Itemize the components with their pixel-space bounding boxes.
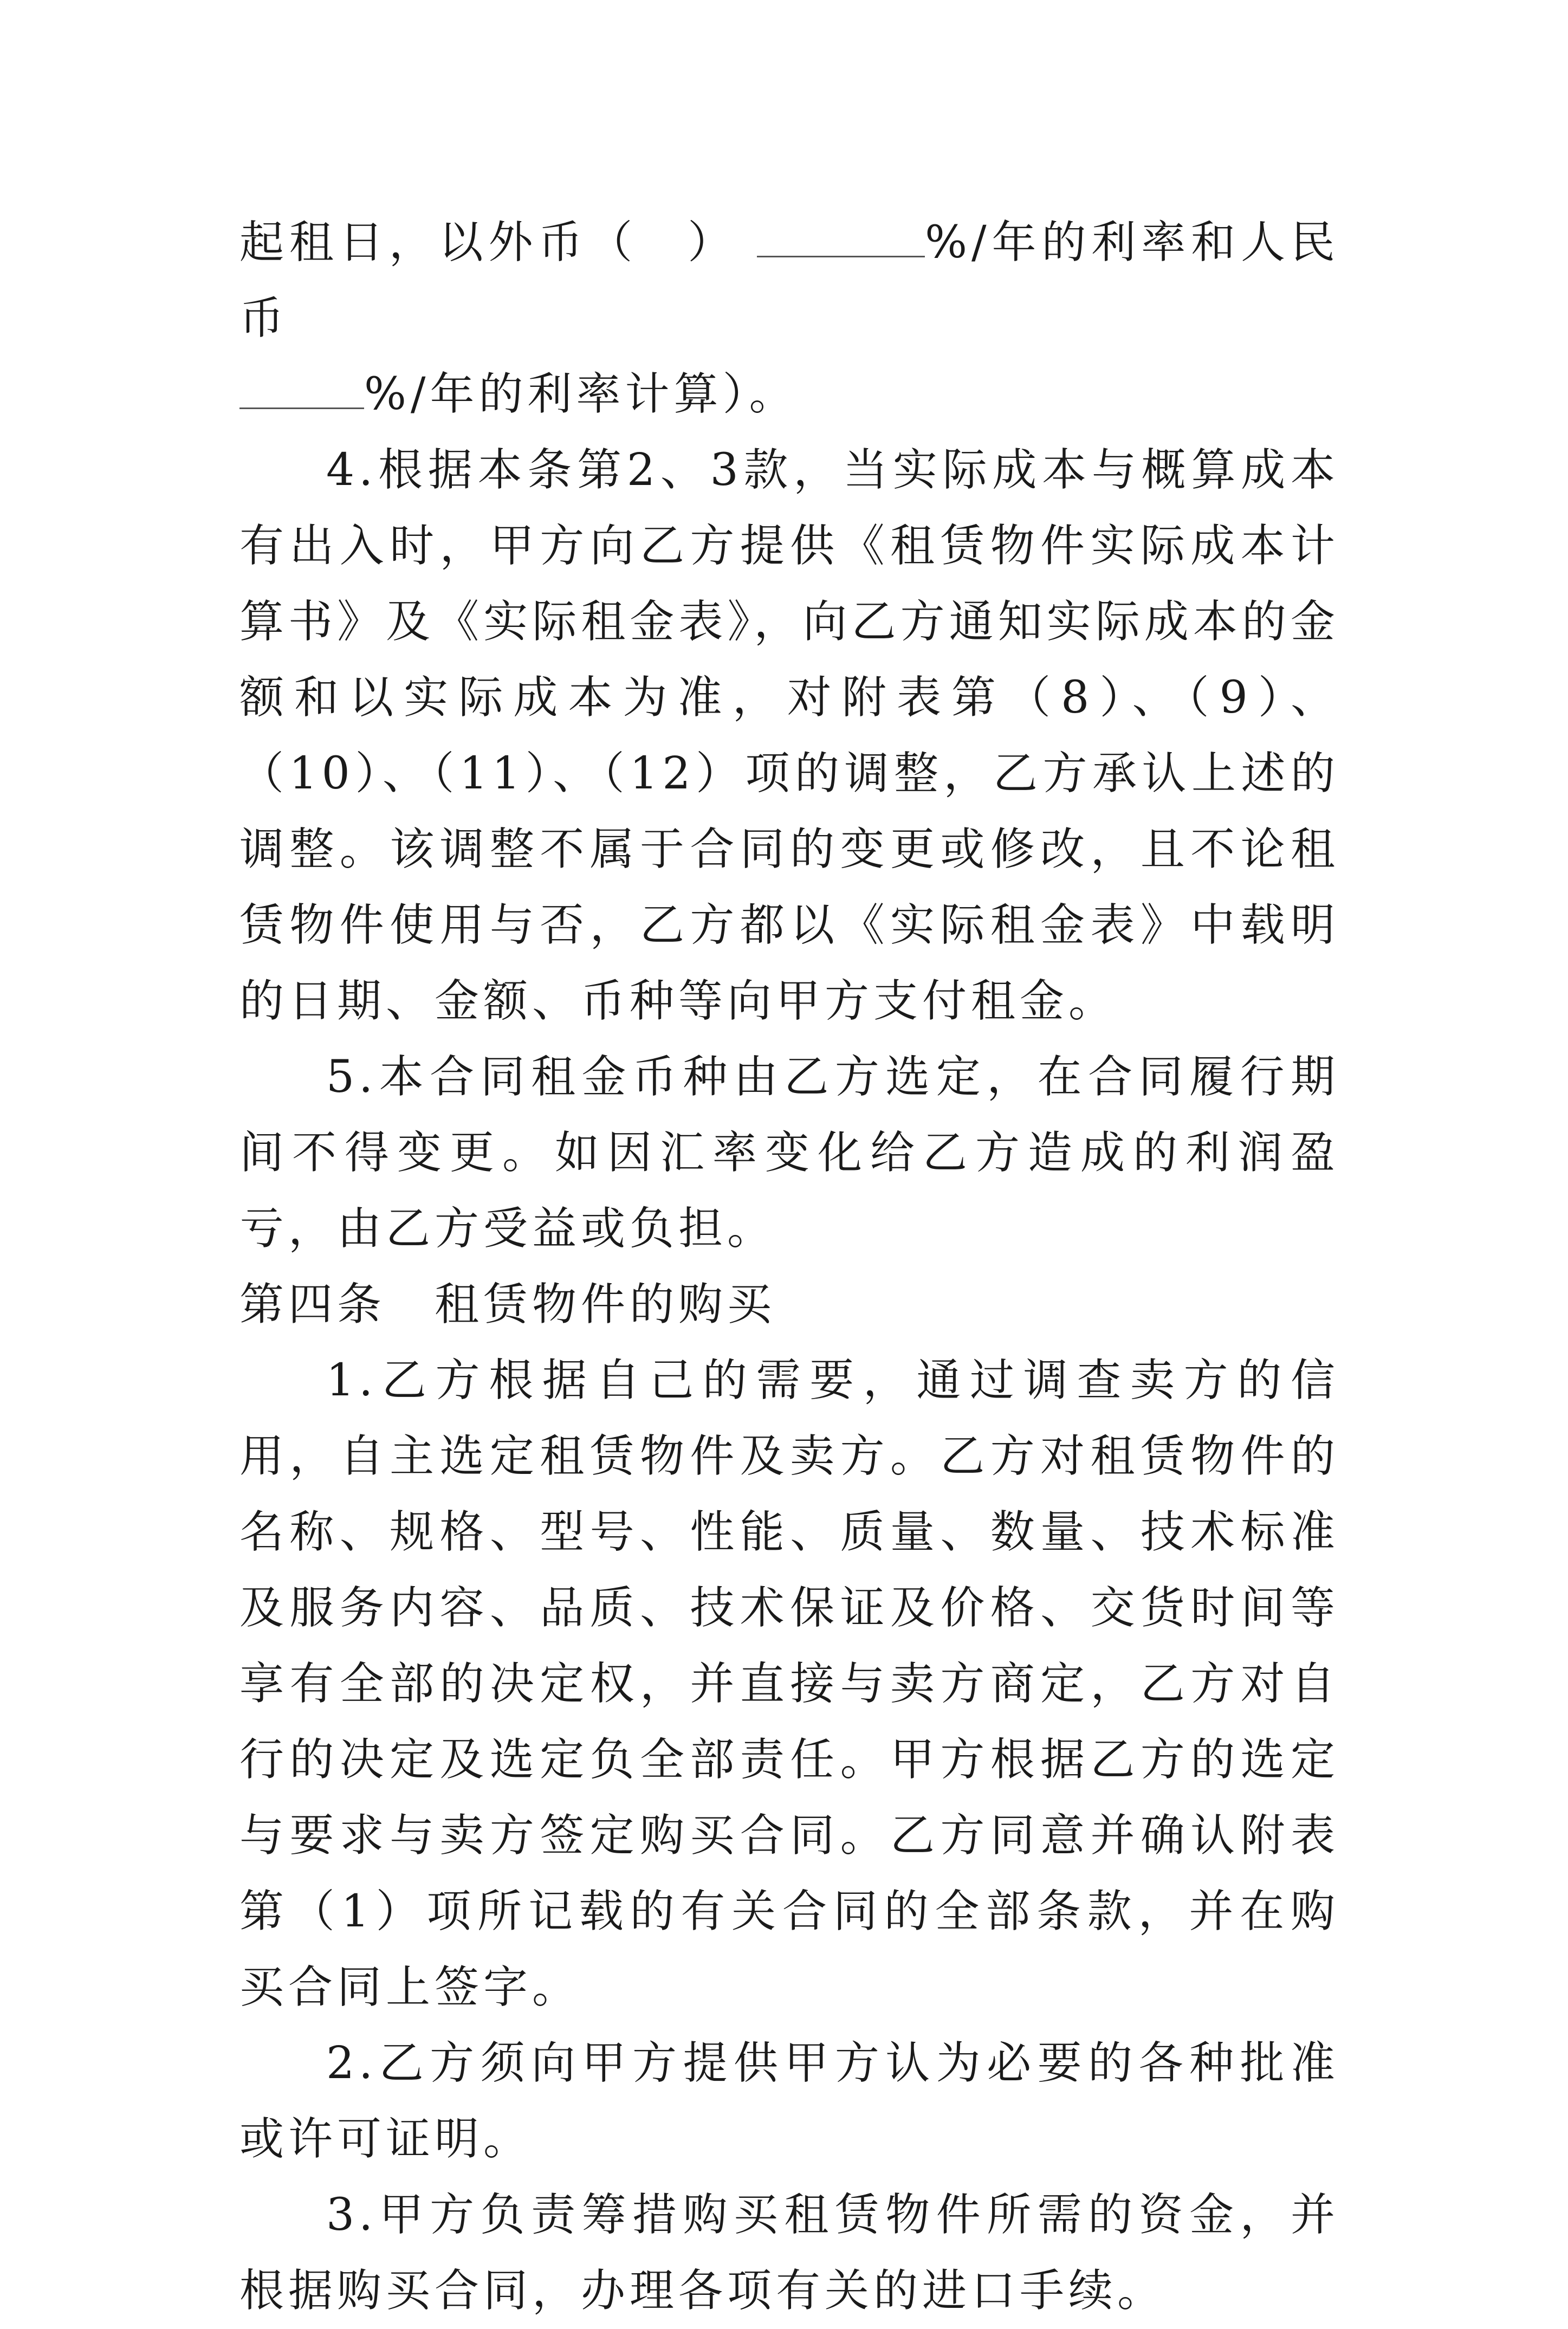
foreign-rate-blank <box>757 214 925 257</box>
paragraph-clause-3-4: 4.根据本条第2、3款，当实际成本与概算成本有出入时，甲方向乙方提供《租赁物件实际成本计算书》及《实际租金表》，向乙方通知实际成本的金额和以实际成本为准，对附表第（8）、（9）、（10）、（11）、（12）项的调整，乙方承认上述的调整。该调整不属于合同的变更或修改，且不论租赁物件使用与否，乙方都以《实际租金表》中载明的日期、金额、币种等向甲方支付租金。 <box>239 444 1339 1027</box>
article-title: 租赁物件的购买 <box>435 1279 776 1330</box>
rate-text-middle: %/年的利率和人民币 <box>239 217 1339 344</box>
paragraph-clause-3-5: 5.本合同租金币种由乙方选定，在合同履行期间不得变更。如因汇率变化给乙方造成的利润盈亏，由乙方受益或负担。 <box>239 1051 1339 1254</box>
paragraph-clause-4-1: 1.乙方根据自己的需要，通过调查卖方的信用，自主选定租赁物件及卖方。乙方对租赁物件的名称、规格、型号、性能、质量、数量、技术标准及服务内容、品质、技术保证及价格、交货时间等享有全部的决定权，并直接与卖方商定，乙方对自行的决定及选定负全部责任。甲方根据乙方的选定与要求与卖方签定购买合同。乙方同意并确认附表第（1）项所记载的有关合同的全部条款，并在购买合同上签字。 <box>239 1355 1339 2013</box>
rate-text-end: %/年的利率计算）。 <box>364 368 798 420</box>
rate-text-start: 起租日，以外币（ ） <box>239 217 738 268</box>
article-4-heading <box>239 1267 1339 1343</box>
paragraph-clause-4-3: 3.甲方负责筹措购买租赁物件所需的资金，并根据购买合同，办理各项有关的进口手续。 <box>239 2189 1339 2317</box>
article-number: 第四条 <box>239 1279 386 1330</box>
paragraph-clause-4-2: 2.乙方须向甲方提供甲方认为必要的各种批准或许可证明。 <box>239 2037 1339 2165</box>
rmb-rate-blank <box>239 365 364 409</box>
document-body <box>239 205 1339 2329</box>
paragraph-rate-continuation <box>239 205 1339 432</box>
